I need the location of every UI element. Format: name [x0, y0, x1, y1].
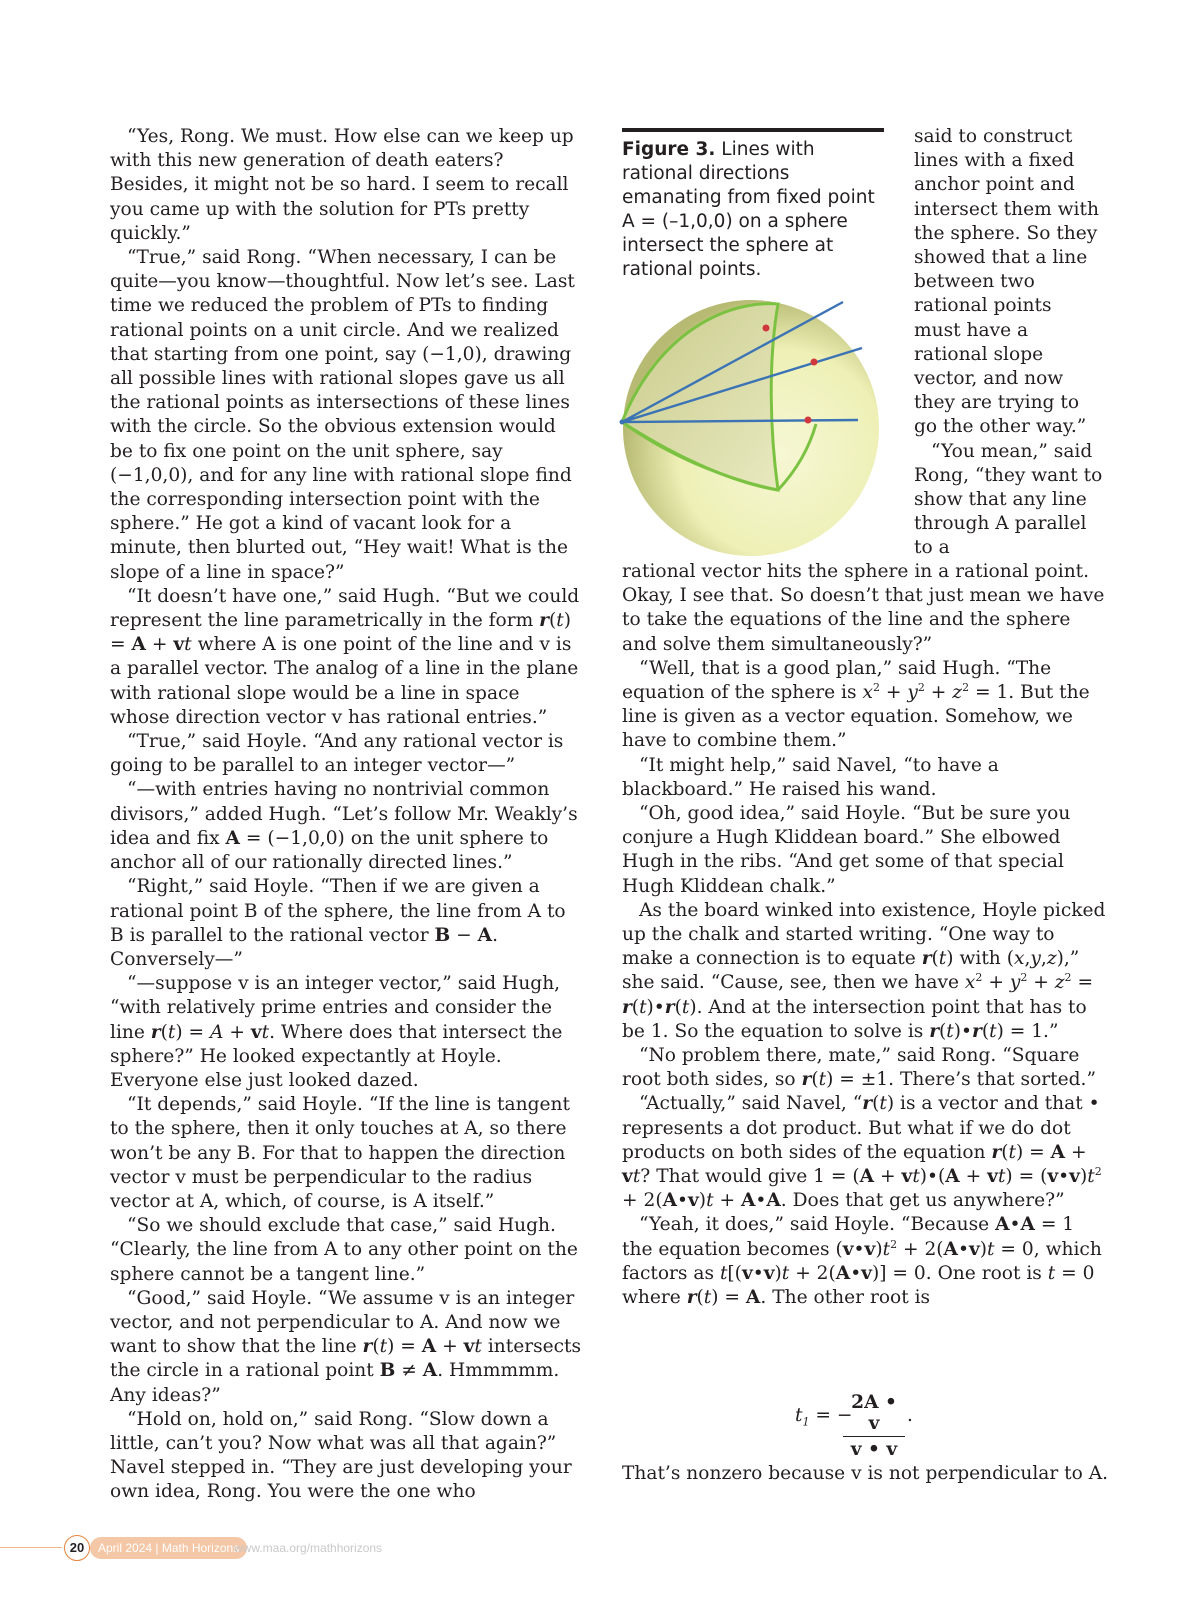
paragraph: “—with entries having no nontrivial common divisors,” added Hugh. “Let’s follow Mr. Weakly’s idea and fix A = (−1,0,0) on the unit sphere to anchor all of our rationally directed lines.”: [110, 779, 578, 874]
fraction-denominator: v • v: [850, 1439, 898, 1460]
final-sentence: That’s nonzero because v is not perpendicular to A.: [622, 1463, 1109, 1484]
figure-label: Figure 3.: [622, 139, 716, 160]
page-footer: [0, 1535, 383, 1563]
paragraph: “It doesn’t have one,” said Hugh. “But we could represent the line parametrically in the form r(t) = A + vt where A is one point of the line and v is a parallel vector. The analog of a line in the plane with rational slope would be a line in space whose direction vector v has rational entries.”: [110, 585, 580, 728]
page-number: 20: [64, 1535, 90, 1561]
fraction-numerator: 2A • v: [843, 1392, 905, 1437]
paragraph: “It depends,” said Hoyle. “If the line is tangent to the sphere, then it only touches at A, so there won’t be any B. For that to happen the direction vector v must be perpendicular to the radius vector at A, which, of course, is A itself.”: [110, 1094, 570, 1212]
paragraph: “Well, that is a good plan,” said Hugh. “The equation of the sphere is $x^2 + y^2 + z^2 = 1$. But the line is given as a vector equation. Somehow, we have to combine them.”: [622, 657, 1090, 752]
paragraph: “Yeah, it does,” said Hoyle. “Because A•A = 1 the equation becomes $(v•v)t^2$ + 2(A•v)t = 0, which factors as t[(v•v)t + 2(A•v)] = 0. One root is t = 0 where r(t) = A. The other root is: [622, 1214, 1102, 1309]
right-column: [622, 560, 1110, 1310]
sphere-figure: [618, 292, 910, 562]
paragraph: “Right,” said Hoyle. “Then if we are given a rational point B of the sphere, the line from A to B is parallel to the rational vector B − A. Conversely—”: [110, 876, 566, 970]
issue-label: April 2024 | Math Horizons: [90, 1537, 247, 1559]
intersection-point: [763, 325, 770, 332]
paragraph: “—suppose v is an integer vector,” said Hugh, “with relatively prime entries and consider the line r(t) = A + vt. Where does that intersect the sphere?” He looked expectantly at Hoyle. Everyone else just looked dazed.: [110, 973, 563, 1091]
paragraph: “It might help,” said Navel, “to have a blackboard.” He raised his wand.: [622, 754, 999, 800]
paragraph: As the board winked into existence, Hoyle picked up the chalk and started writing. “One way to make a connection is to equate r(t) with (x,y,z),” she said. “Cause, see, then we have $x^2 + y^2 + z^2$ = r(t)•r(t). And at the intersection point that has to be 1. So the equation to solve is r(t)•r(t) = 1.”: [622, 899, 1106, 1042]
paragraph: “No problem there, mate,” said Rong. “Square root both sides, so r(t) = ±1. There’s that sorted.”: [622, 1045, 1096, 1091]
figure-caption: [622, 128, 884, 282]
paragraph: “Good,” said Hoyle. “We assume v is an integer vector, and not perpendicular to A. And now we want to show that the line r(t) = A + vt intersects the circle in a rational point B ≠ A. Hmmmmm. Any ideas?”: [110, 1287, 582, 1406]
paragraph: “True,” said Rong. “When necessary, I can be quite—you know—thoughtful. Now let’s see. Last time we reduced the problem of PTs to finding rational points on a unit circle. And we realized that starting from one point, say (−1,0), drawing all possible lines with rational slopes gave us all the rational points as intersections of these lines with the circle. So the obvious extension would be to fix one point on the unit sphere, say (−1,0,0), and for any line with rational slope find the corresponding intersection point with the sphere.” He got a kind of vacant look for a minute, then blurted out, “Hey wait! What is the slope of a line in space?”: [110, 247, 575, 583]
paragraph: “You mean,” said Rong, “they want to show that any line through A parallel to a: [914, 440, 1103, 559]
anchor-point-A: [620, 420, 625, 425]
left-column: [110, 125, 582, 1505]
paragraph: “Actually,” said Navel, “r(t) is a vector and that • represents a dot product. But what if we do dot products on both sides of the equation r(t) = A + vt? That would give 1 = (A + vt)•(A + $vt) = (v•v)t^2$ + 2(A•v)t + A•A. Does that get us anywhere?”: [622, 1093, 1102, 1212]
paragraph: “Yes, Rong. We must. How else can we keep up with this new generation of death eaters? Besides, it might not be so hard. I seem to recall you came up with the solution for PTs pretty quickly.”: [110, 126, 574, 244]
footer-rule: [0, 1547, 62, 1548]
paragraph: “So we should exclude that case,” said Hugh. “Clearly, the line from A to any other point on the sphere cannot be a tangent line.”: [110, 1215, 578, 1285]
intersection-point: [811, 359, 818, 366]
paragraph: said to construct lines with a fixed anchor point and intersect them with the sphere. So they showed that a line between two rational points must have a rational slope vector, and now they are trying to go the other way.”: [914, 126, 1099, 438]
paragraph: “Oh, good idea,” said Hoyle. “But be sure you conjure a Hugh Kliddean board.” She elbowed Hugh in the ribs. “And get some of that special Hugh Kliddean chalk.”: [622, 803, 1071, 897]
paragraph: “Hold on, hold on,” said Rong. “Slow down a little, can’t you? Now what was all that again?” Navel stepped in. “They are just developing your own idea, Rong. You were the one who: [110, 1408, 572, 1503]
paragraph: rational vector hits the sphere in a rational point. Okay, I see that. So doesn’t that just mean we have to take the equations of the line and the sphere and solve them simultaneously?”: [622, 561, 1105, 655]
right-narrow-column: [914, 125, 1104, 561]
display-equation: $t_1$ = − $\frac{2A • v}{v • v}$ .: [795, 1392, 913, 1460]
figure-caption-text: Lines with rational directions emanating from fixed point A = (–1,0,0) on a sphere intersect the sphere at rational points.: [622, 139, 875, 280]
paragraph: “True,” said Hoyle. “And any rational vector is going to be parallel to an integer vector—”: [110, 731, 564, 777]
footer-url[interactable]: www.maa.org/mathhorizons: [234, 1541, 383, 1555]
intersection-point: [805, 417, 812, 424]
